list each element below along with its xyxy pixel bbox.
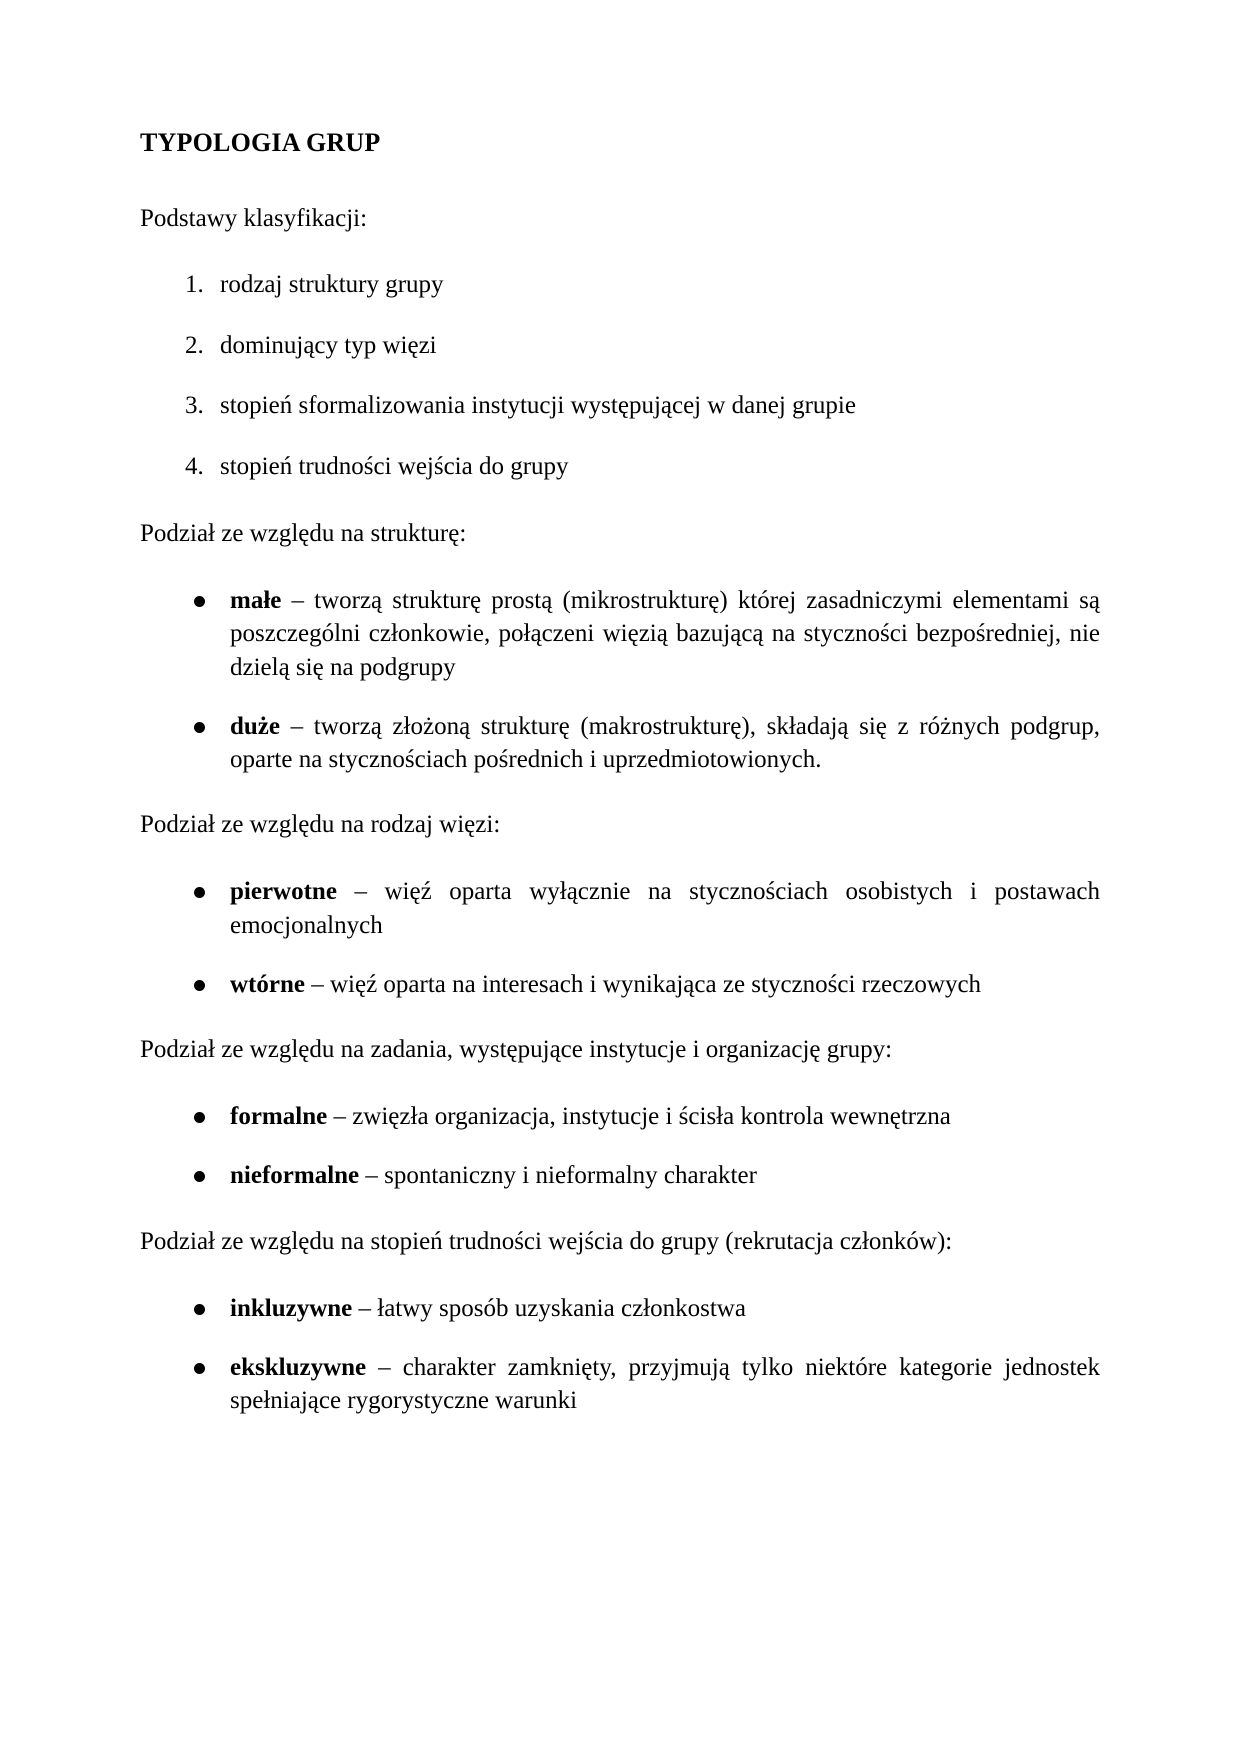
section-list-bonds: [140, 875, 1100, 1001]
list-item: 4. stopień trudności wejścia do grupy: [210, 451, 1100, 484]
list-item: [210, 1292, 1100, 1325]
term-description: spontaniczny i nieformalny charakter: [384, 1162, 757, 1190]
term-description: charakter zamknięty, przyjmują tylko niektóre kategorie jednostek spełniające rygorystyczne warunki: [230, 1353, 1101, 1414]
term-description: łatwy sposób uzyskania członkostwa: [377, 1294, 746, 1322]
list-item: [210, 1351, 1100, 1418]
term-dash: –: [327, 1103, 353, 1130]
list-item: 2. dominujący typ więzi: [210, 330, 1100, 363]
section-list-structure: [140, 584, 1100, 776]
term-label: pierwotne: [230, 878, 337, 906]
term-dash: –: [359, 1162, 385, 1190]
section-heading-structure: Podział ze względu na strukturę:: [140, 520, 467, 547]
term-description: więź oparta wyłącznie na stycznościach osobistych i postawach emocjonalnych: [230, 878, 1101, 939]
term-description: tworzą strukturę prostą (mikrostrukturę) której zasadniczymi elementami są poszczególni członkowie, połączeni więzią bazującą na styczności bezpośredniej, nie dzielą się na podgrupy: [230, 587, 1101, 681]
list-item: 1. rodzaj struktury grupy: [210, 269, 1100, 302]
term-label: wtórne: [230, 970, 305, 998]
list-item: 3. stopień sformalizowania instytucji występującej w danej grupie: [210, 390, 1100, 423]
term-label: duże: [230, 712, 280, 740]
page-title: TYPOLOGIA GRUP: [140, 128, 381, 157]
list-item: [210, 584, 1100, 684]
term-description: więź oparta na interesach i wynikająca ze styczności rzeczowych: [329, 970, 982, 998]
criteria-list: [140, 269, 1100, 483]
intro-label: Podstawy klasyfikacji:: [140, 205, 368, 232]
section-list-recruitment: [140, 1292, 1100, 1418]
section-heading-recruitment: Podział ze względu na stopień trudności wejścia do grupy (rekrutacja członków):: [140, 1227, 953, 1255]
term-description: tworzą złożoną strukturę (makrostrukturę), składają się z różnych podgrup, oparte na stycznościach pośrednich i uprzedmiotowionych.: [230, 712, 1101, 773]
term-label: nieformalne: [230, 1162, 360, 1190]
term-dash: –: [336, 878, 385, 906]
term-dash: –: [281, 587, 315, 614]
term-description: zwięzła organizacja, instytucje i ścisła kontrola wewnętrzna: [352, 1103, 951, 1130]
list-item: [210, 968, 1100, 1001]
term-dash: –: [352, 1294, 378, 1322]
list-item: [210, 875, 1100, 942]
term-label: inkluzywne: [230, 1294, 353, 1322]
section-heading-tasks: Podział ze względu na zadania, występujące instytucje i organizację grupy:: [140, 1036, 893, 1063]
list-item: [210, 1159, 1100, 1192]
list-item: [210, 1100, 1100, 1133]
list-item: [210, 710, 1100, 777]
term-dash: –: [304, 970, 330, 998]
term-label: formalne: [230, 1103, 328, 1130]
term-dash: –: [280, 712, 314, 740]
section-list-tasks: [140, 1100, 1100, 1193]
section-heading-bonds: Podział ze względu na rodzaj więzi:: [140, 811, 501, 839]
term-dash: –: [366, 1353, 403, 1381]
term-label: małe: [230, 587, 282, 614]
term-label: ekskluzywne: [230, 1353, 367, 1381]
